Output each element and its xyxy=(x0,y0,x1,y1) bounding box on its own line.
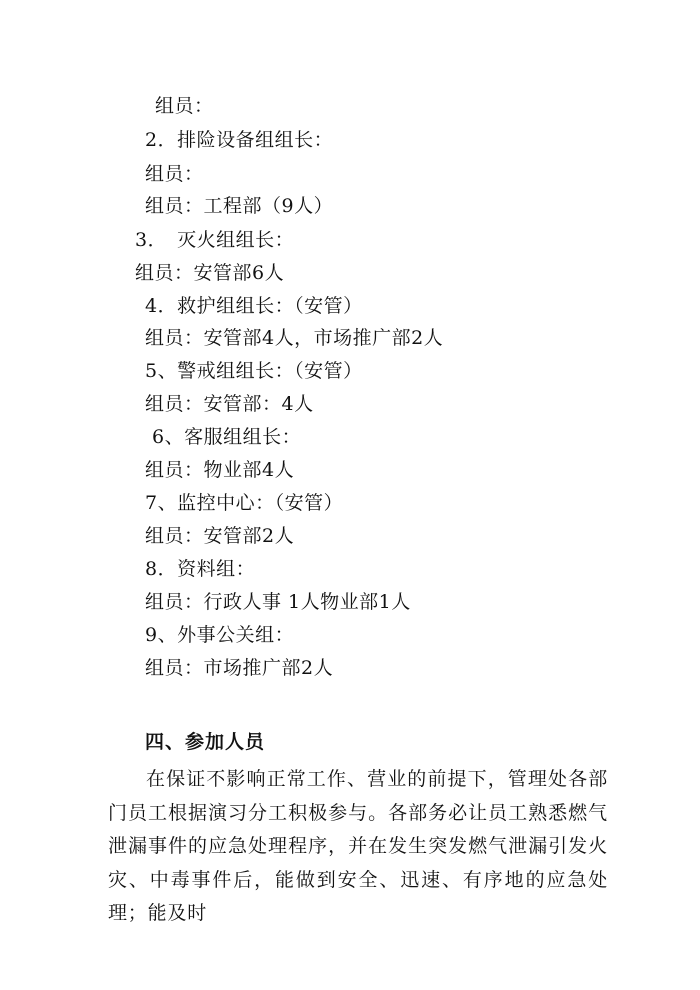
section-paragraph xyxy=(108,763,608,931)
group-6-members: 组员：物业部4人 xyxy=(145,459,295,481)
group-3-title: 3． 灭火组组长： xyxy=(135,229,295,251)
group-7-members: 组员：安管部2人 xyxy=(145,525,295,547)
member-line-2: 组员： xyxy=(145,163,204,185)
group-9-members: 组员：市场推广部2人 xyxy=(145,657,334,679)
group-5-members: 组员：安管部：4人 xyxy=(145,393,314,415)
group-3-members: 组员：安管部6人 xyxy=(135,262,285,284)
group-4-members: 组员：安管部4人，市场推广部2人 xyxy=(145,327,444,349)
section-heading: 四、参加人员 xyxy=(145,731,266,753)
group-2-members: 组员：工程部（9人） xyxy=(145,195,334,217)
group-7-title: 7、监控中心：（安管） xyxy=(145,492,344,514)
paragraph-text: 在保证不影响正常工作、营业的前提下，管理处各部门员工根据演习分工积极参与。各部务必让员工熟悉燃气泄漏事件的应急处理程序，并在发生突发燃气泄漏引发火灾、中毒事件后，能做到安全、迅速、有序地的应急处理；能及时 xyxy=(108,768,608,924)
group-9-title: 9、外事公关组： xyxy=(145,624,295,646)
group-6-title: 6、客服组组长： xyxy=(152,426,302,448)
group-8-members: 组员：行政人事 1人物业部1人 xyxy=(145,591,411,613)
group-2-title: 2．排险设备组组长： xyxy=(145,129,334,151)
group-5-title: 5、警戒组组长：（安管） xyxy=(145,360,363,382)
member-line-1: 组员： xyxy=(155,95,214,117)
group-8-title: 8．资料组： xyxy=(145,558,256,580)
group-4-title: 4．救护组组长：（安管） xyxy=(145,295,363,317)
